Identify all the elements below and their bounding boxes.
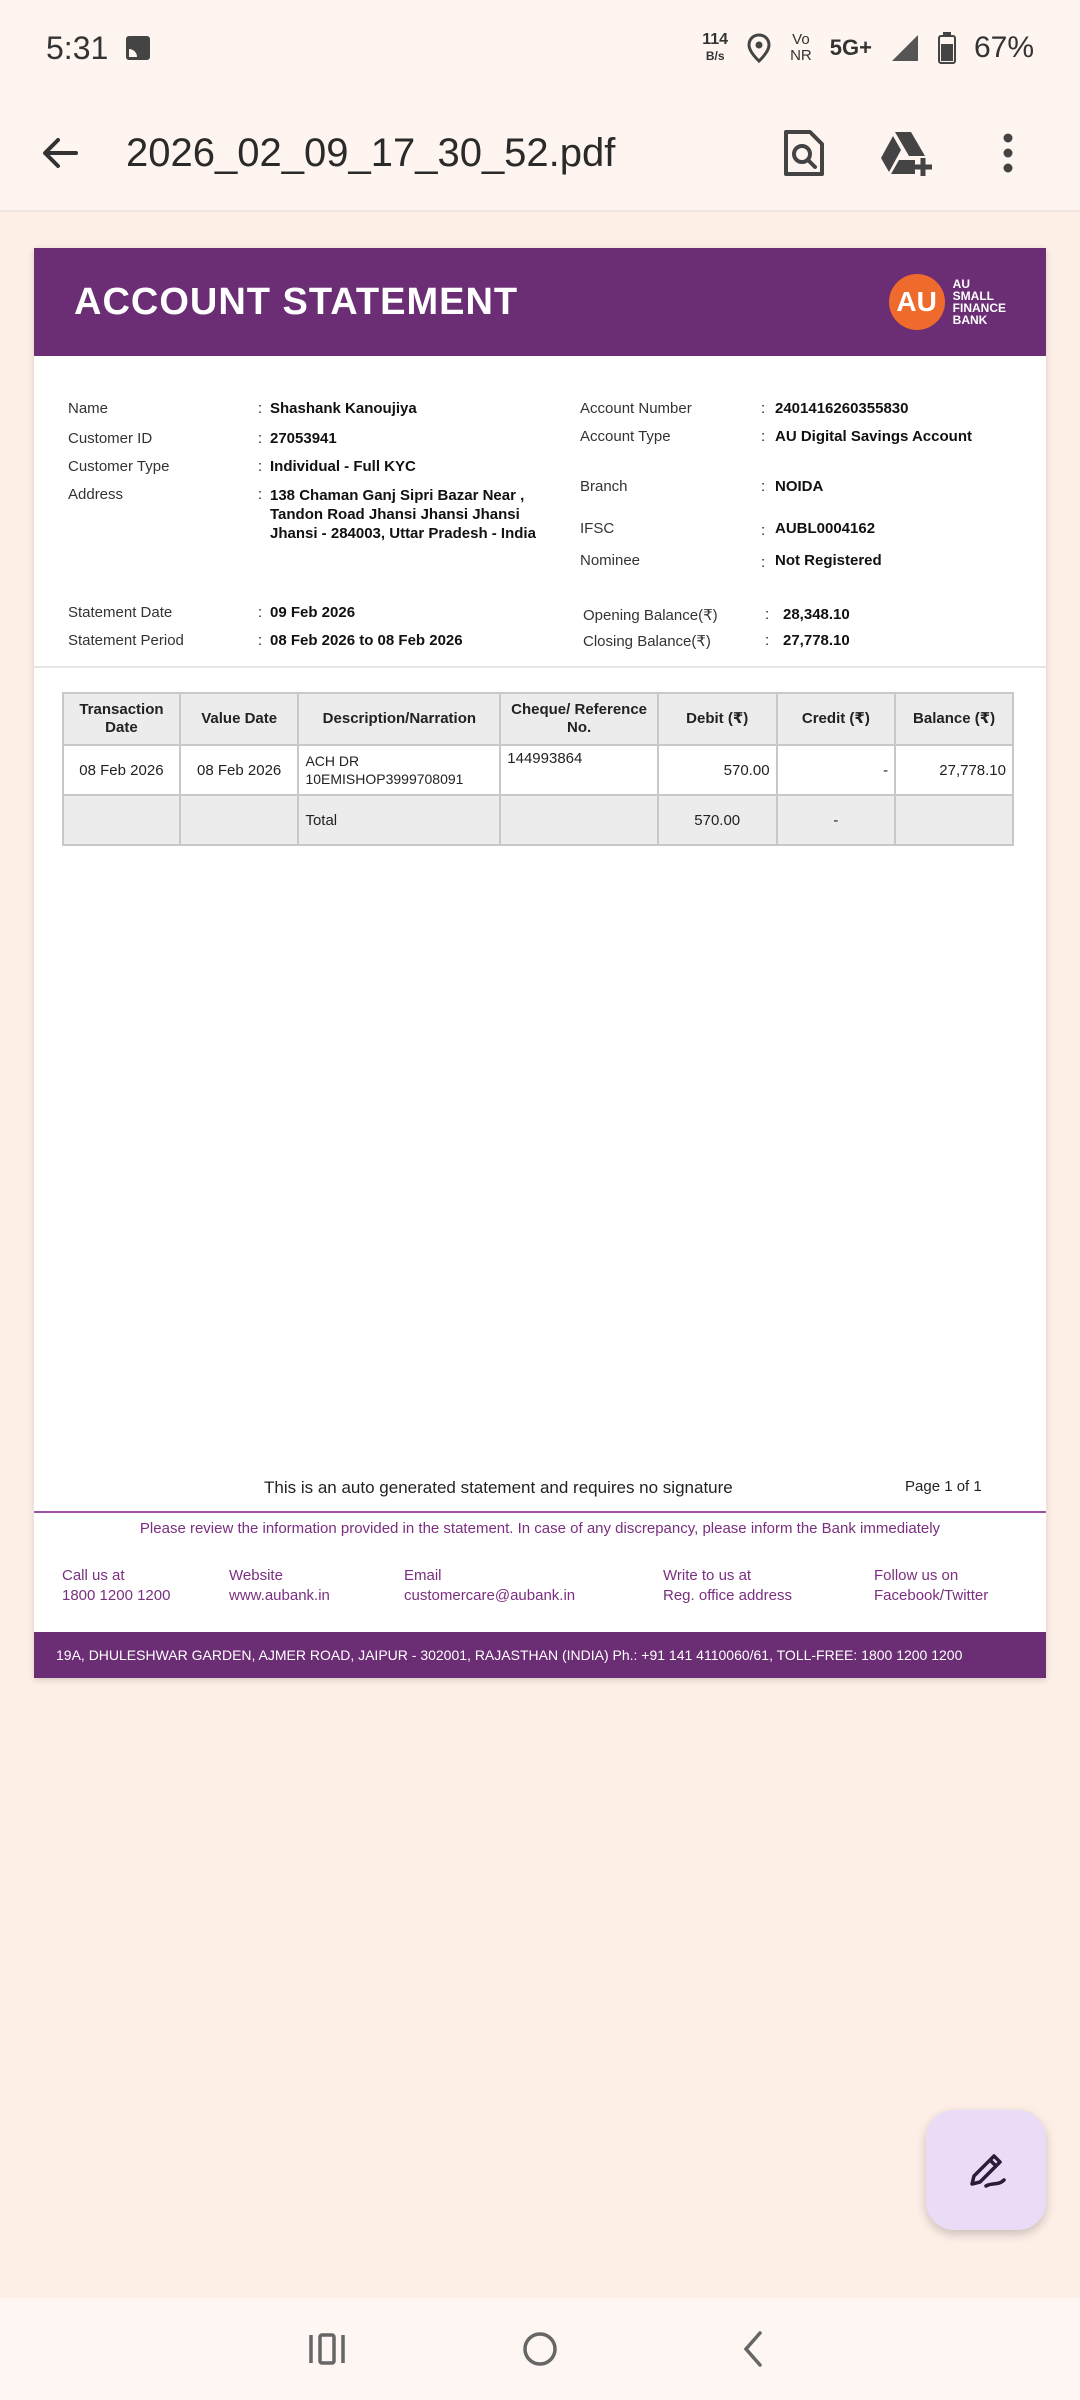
- account-type-label: Account Type: [580, 428, 671, 445]
- au-bank-logo: [889, 274, 1006, 330]
- branch-value: NOIDA: [775, 478, 824, 495]
- colon: :: [258, 458, 263, 475]
- total-debit-cell: 570.00: [658, 795, 777, 845]
- logo-line: AU: [952, 277, 970, 291]
- nominee-label: Nominee: [580, 552, 641, 569]
- recents-icon: [307, 2333, 347, 2365]
- arrow-back-icon: [40, 133, 80, 173]
- more-options-button[interactable]: [966, 111, 1050, 195]
- empty-cell: [500, 795, 658, 845]
- reference-cell: 144993864: [500, 745, 658, 795]
- colon: :: [761, 428, 766, 445]
- address-value: 138 Chaman Ganj Sipri Bazar Near , Tandon Road Jhansi Jhansi Jhansi Jhansi - 284003, Uttar Pradesh - India: [270, 487, 536, 542]
- opening-balance-label: Opening Balance(₹): [583, 607, 718, 624]
- closing-balance-label: Closing Balance(₹): [583, 633, 711, 650]
- colon: :: [765, 632, 770, 649]
- statement-title: ACCOUNT STATEMENT: [74, 280, 519, 323]
- contact-call: [62, 1566, 229, 1606]
- footer-divider: [34, 1511, 1046, 1513]
- total-row: [63, 795, 1013, 845]
- column-header: Balance (₹): [895, 693, 1013, 745]
- statement-period-value: 08 Feb 2026 to 08 Feb 2026: [270, 632, 463, 649]
- contact-email: [404, 1566, 663, 1606]
- name-value: Shashank Kanoujiya: [270, 400, 417, 417]
- column-header: Value Date: [180, 693, 299, 745]
- column-header: Description/Narration: [298, 693, 500, 745]
- home-icon: [520, 2329, 560, 2369]
- network-type: 5G+: [829, 35, 872, 60]
- status-bar: [0, 0, 1080, 96]
- total-credit-cell: -: [777, 795, 896, 845]
- nominee-value: Not Registered: [775, 552, 882, 569]
- contact-follow: [874, 1566, 988, 1606]
- credit-cell: -: [777, 745, 896, 795]
- empty-cell: [895, 795, 1013, 845]
- pdf-page[interactable]: [34, 248, 1046, 1678]
- colon: :: [761, 478, 766, 495]
- statement-date-value: 09 Feb 2026: [270, 604, 356, 621]
- contact-label: Write to us at: [663, 1567, 752, 1584]
- divider: [34, 666, 1046, 668]
- page-number: Page 1 of 1: [905, 1478, 982, 1495]
- column-header: Transaction Date: [63, 693, 180, 745]
- contact-label: Follow us on: [874, 1567, 959, 1584]
- drive-add-icon: [879, 130, 933, 176]
- contact-website: [229, 1566, 404, 1606]
- contact-info: [62, 1566, 1022, 1606]
- colon: :: [258, 604, 263, 621]
- volte-top: Vo: [792, 31, 810, 48]
- account-info: [34, 356, 1046, 666]
- logo-line: SMALL: [952, 289, 994, 303]
- add-to-drive-button[interactable]: [864, 111, 948, 195]
- closing-balance-value: 27,778.10: [783, 632, 850, 649]
- colon: :: [761, 522, 766, 539]
- contact-value: Reg. office address: [663, 1587, 792, 1604]
- colon: :: [761, 400, 766, 417]
- system-nav-bar: [0, 2298, 1080, 2400]
- account-number-label: Account Number: [580, 400, 692, 417]
- column-header: Cheque/ Reference No.: [500, 693, 658, 745]
- volte-bottom: NR: [790, 47, 812, 64]
- contact-value: www.aubank.in: [229, 1587, 330, 1604]
- volte-indicator: [790, 32, 812, 64]
- contact-value: Facebook/Twitter: [874, 1587, 989, 1604]
- address-label: Address: [68, 486, 124, 503]
- location-icon: [746, 33, 772, 63]
- ifsc-label: IFSC: [580, 520, 615, 537]
- colon: :: [258, 430, 263, 447]
- search-document-button[interactable]: [762, 111, 846, 195]
- customer-type-value: Individual - Full KYC: [270, 458, 416, 475]
- empty-cell: [63, 795, 180, 845]
- registered-address-bar: 19A, DHULESHWAR GARDEN, AJMER ROAD, JAIPUR - 302001, RAJASTHAN (INDIA) Ph.: +91 141 4110060/61, TOLL-FREE: 1800 1200 1200: [34, 1632, 1046, 1678]
- net-speed: [702, 32, 728, 64]
- column-header: Credit (₹): [777, 693, 896, 745]
- statement-header: [34, 248, 1046, 356]
- logo-line: FINANCE: [952, 301, 1006, 315]
- customer-id-value: 27053941: [270, 430, 337, 447]
- statement-date-label: Statement Date: [68, 604, 173, 621]
- file-title: 2026_02_09_17_30_52.pdf: [126, 130, 616, 175]
- table-row: [63, 745, 1013, 795]
- contact-value: 1800 1200 1200: [62, 1587, 171, 1604]
- value-date-cell: 08 Feb 2026: [180, 745, 299, 795]
- colon: :: [258, 400, 263, 417]
- auto-generated-note: This is an auto generated statement and requires no signature: [264, 1478, 733, 1497]
- status-time: 5:31: [46, 29, 109, 66]
- customer-id-label: Customer ID: [68, 430, 153, 447]
- annotate-button[interactable]: [926, 2110, 1046, 2230]
- colon: :: [258, 632, 263, 649]
- review-note: Please review the information provided in the statement. In case of any discrepancy, please inform the Bank immediately: [139, 1520, 941, 1537]
- net-speed-value: 114: [702, 31, 729, 48]
- battery-icon: [938, 32, 956, 64]
- contact-write: [663, 1566, 874, 1606]
- colon: :: [765, 606, 770, 623]
- customer-type-label: Customer Type: [68, 458, 170, 475]
- txn-date-cell: 08 Feb 2026: [63, 745, 180, 795]
- battery-percent: 67%: [973, 31, 1034, 64]
- edit-pen-icon: [964, 2148, 1008, 2192]
- name-label: Name: [68, 400, 109, 417]
- home-button[interactable]: [500, 2319, 580, 2379]
- account-type-value: AU Digital Savings Account: [775, 428, 972, 445]
- contact-label: Website: [229, 1567, 283, 1584]
- find-in-page-icon: [782, 128, 826, 178]
- account-number-value: 2401416260355830: [775, 400, 909, 417]
- logo-mark: AU: [889, 274, 945, 330]
- column-header: Debit (₹): [658, 693, 777, 745]
- balance-cell: 27,778.10: [895, 745, 1013, 795]
- logo-line: BANK: [952, 313, 988, 327]
- cast-icon: [126, 36, 150, 60]
- transactions-table: [62, 692, 1014, 846]
- net-speed-unit: B/s: [705, 49, 725, 63]
- logo-text: [953, 278, 1006, 326]
- colon: :: [258, 486, 263, 503]
- ifsc-value: AUBL0004162: [775, 520, 876, 537]
- signal-icon: [890, 33, 920, 63]
- contact-label: Call us at: [62, 1567, 125, 1584]
- table-header-row: [63, 693, 1013, 745]
- back-nav-button[interactable]: [713, 2319, 793, 2379]
- contact-label: Email: [404, 1567, 442, 1584]
- opening-balance-value: 28,348.10: [783, 606, 850, 623]
- total-label-cell: Total: [298, 795, 500, 845]
- narration-cell: ACH DR 10EMISHOP3999708091: [298, 745, 500, 795]
- branch-label: Branch: [580, 478, 628, 495]
- colon: :: [761, 554, 766, 571]
- app-bar: [0, 96, 1080, 212]
- chevron-left-icon: [738, 2329, 768, 2369]
- debit-cell: 570.00: [658, 745, 777, 795]
- empty-cell: [180, 795, 299, 845]
- more-vert-icon: [1002, 133, 1014, 173]
- back-button[interactable]: [30, 123, 90, 183]
- recents-button[interactable]: [287, 2319, 367, 2379]
- contact-value: customercare@aubank.in: [404, 1587, 576, 1604]
- statement-period-label: Statement Period: [68, 632, 184, 649]
